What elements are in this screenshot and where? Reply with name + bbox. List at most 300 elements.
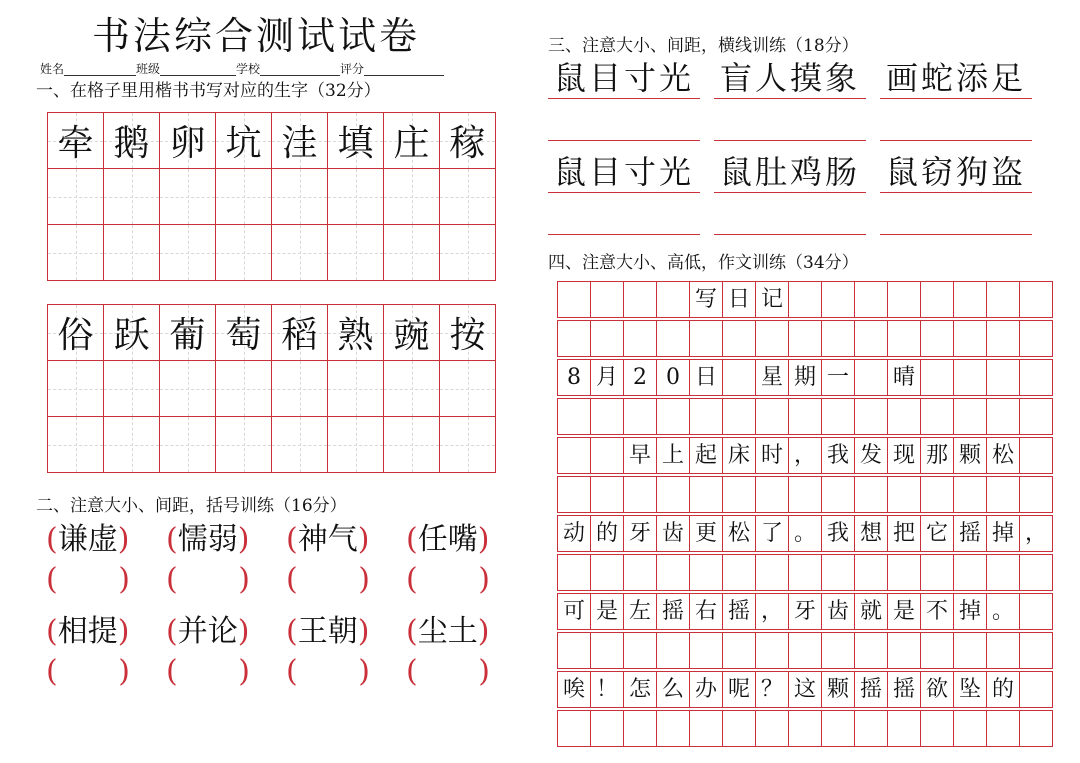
composition-cell[interactable] [789,555,822,591]
composition-cell[interactable] [723,321,756,357]
composition-cell[interactable] [855,555,888,591]
composition-cell[interactable] [888,633,921,669]
grid-cell[interactable] [160,169,216,225]
composition-cell[interactable] [756,321,789,357]
composition-cell[interactable] [987,399,1020,435]
composition-cell[interactable]: 怎 [624,672,657,708]
composition-cell[interactable] [558,399,591,435]
bracket-practice [46,522,506,689]
composition-cell[interactable] [624,282,657,318]
right-paren: ) [118,654,130,689]
grid-cell[interactable] [160,113,216,169]
grid-cell[interactable] [160,225,216,281]
grid-cell[interactable] [216,417,272,473]
composition-cell[interactable] [888,555,921,591]
blank-bracket[interactable] [46,654,130,689]
composition-cell[interactable] [690,711,723,747]
composition-cell[interactable] [921,633,954,669]
composition-cell[interactable] [591,711,624,747]
composition-cell[interactable] [1020,438,1053,474]
composition-cell[interactable] [690,321,723,357]
composition-cell[interactable] [987,321,1020,357]
composition-cell[interactable]: 是 [591,594,624,630]
composition-cell[interactable]: 2 [624,360,657,396]
composition-cell[interactable] [888,321,921,357]
grid-cell[interactable] [104,169,160,225]
composition-cell[interactable] [690,633,723,669]
model-character: 庄 [393,123,430,164]
composition-cell[interactable] [624,399,657,435]
practice-line[interactable] [880,234,1032,235]
blank-bracket[interactable] [406,562,490,597]
composition-cell[interactable] [921,321,954,357]
composition-cell[interactable]: 我 [822,516,855,552]
idiom-model: 画蛇添足 [886,59,1027,97]
model-character: 稼 [449,123,486,164]
composition-cell[interactable]: 呢 [723,672,756,708]
composition-cell[interactable] [690,399,723,435]
composition-cell[interactable] [723,711,756,747]
right-paren: ) [238,654,250,689]
grid-cell[interactable] [328,305,384,361]
composition-cell[interactable]: 日 [690,360,723,396]
composition-cell[interactable] [657,633,690,669]
word-text: 懦弱 [177,522,238,557]
composition-cell[interactable]: 发 [855,438,888,474]
grid-cell[interactable] [104,305,160,361]
composition-cell[interactable] [624,711,657,747]
composition-cell[interactable] [723,633,756,669]
composition-cell[interactable] [921,477,954,513]
composition-cell[interactable]: 记 [756,282,789,318]
grid-cell[interactable] [440,417,496,473]
composition-cell[interactable]: 齿 [657,516,690,552]
composition-cell[interactable] [921,399,954,435]
composition-cell[interactable] [591,477,624,513]
composition-cell[interactable] [855,399,888,435]
composition-cell[interactable] [591,321,624,357]
idiom-model: 鼠窃狗盗 [886,153,1027,191]
composition-cell[interactable] [657,555,690,591]
grid-cell[interactable] [384,169,440,225]
composition-cell[interactable] [624,633,657,669]
grid-cell[interactable] [48,225,104,281]
grid-cell[interactable] [104,361,160,417]
composition-cell[interactable] [888,711,921,747]
baseline [548,192,700,193]
composition-cell[interactable]: 的 [987,672,1020,708]
composition-cell[interactable]: 它 [921,516,954,552]
composition-cell[interactable]: 0 [657,360,690,396]
grid-cell[interactable] [48,361,104,417]
grid-cell[interactable] [216,169,272,225]
composition-cell[interactable]: 牙 [789,594,822,630]
composition-cell[interactable] [591,555,624,591]
right-paren: ) [358,562,370,597]
baseline [714,192,866,193]
baseline [880,98,1032,99]
composition-cell[interactable] [657,321,690,357]
composition-cell[interactable]: 唉 [558,672,591,708]
left-paren: ( [46,562,58,597]
composition-cell[interactable] [756,399,789,435]
blank-bracket[interactable] [166,562,250,597]
left-paren: ( [286,614,298,649]
composition-cell[interactable]: ？ [756,672,789,708]
composition-cell[interactable] [888,399,921,435]
blank-bracket[interactable] [286,654,370,689]
composition-cell[interactable] [789,321,822,357]
composition-cell[interactable] [624,477,657,513]
composition-cell[interactable] [1020,282,1053,318]
composition-cell[interactable]: 8 [558,360,591,396]
composition-cell[interactable] [855,633,888,669]
composition-cell[interactable]: 早 [624,438,657,474]
composition-cell[interactable] [954,360,987,396]
model-character: 稻 [281,315,318,356]
bracket-word [46,522,129,558]
right-paren: ) [477,522,490,557]
composition-cell[interactable] [888,477,921,513]
composition-cell[interactable] [822,321,855,357]
composition-cell[interactable] [1020,477,1053,513]
left-paren: ( [406,562,418,597]
composition-cell[interactable]: 右 [690,594,723,630]
composition-cell[interactable] [657,711,690,747]
composition-cell[interactable]: 更 [690,516,723,552]
score-blank[interactable] [364,75,444,76]
bracket-word [166,614,249,650]
composition-cell[interactable] [591,282,624,318]
right-paren: ) [477,614,490,649]
grid-cell[interactable] [160,417,216,473]
composition-cell[interactable] [921,360,954,396]
practice-line[interactable] [714,140,866,141]
composition-cell[interactable] [558,555,591,591]
blank-bracket[interactable] [406,654,490,689]
composition-cell[interactable] [756,711,789,747]
composition-cell[interactable] [558,321,591,357]
composition-cell[interactable]: 我 [822,438,855,474]
left-paren: ( [406,614,418,649]
left-paren: ( [406,654,418,689]
practice-line[interactable] [548,140,700,141]
composition-cell[interactable]: 颗 [822,672,855,708]
composition-cell[interactable] [723,399,756,435]
composition-cell[interactable] [723,555,756,591]
grid-cell[interactable] [328,113,384,169]
composition-cell[interactable] [690,555,723,591]
composition-cell[interactable] [1020,399,1053,435]
right-paren: ) [237,522,250,557]
grid-cell[interactable] [272,417,328,473]
grid-cell[interactable] [328,169,384,225]
composition-cell[interactable]: 这 [789,672,822,708]
grid-cell[interactable] [216,225,272,281]
practice-line[interactable] [880,140,1032,141]
composition-cell[interactable] [822,399,855,435]
class-blank[interactable] [160,75,236,76]
composition-cell[interactable] [657,477,690,513]
grid-cell[interactable] [440,305,496,361]
blank-bracket[interactable] [46,562,130,597]
composition-cell[interactable]: 了 [756,516,789,552]
composition-cell[interactable]: 左 [624,594,657,630]
composition-cell[interactable] [822,711,855,747]
composition-cell[interactable]: 松 [987,438,1020,474]
composition-cell[interactable] [789,399,822,435]
composition-cell[interactable] [954,399,987,435]
composition-cell[interactable] [789,282,822,318]
composition-cell[interactable]: 摇 [855,672,888,708]
grid-cell[interactable] [384,113,440,169]
composition-cell[interactable] [789,477,822,513]
model-character: 牵 [57,123,94,164]
grid-cell[interactable] [328,361,384,417]
grid-cell[interactable] [216,361,272,417]
model-character: 熟 [337,315,374,356]
composition-cell[interactable] [921,711,954,747]
grid-cell[interactable] [160,361,216,417]
word-text: 神气 [297,522,358,557]
composition-cell[interactable] [558,438,591,474]
composition-cell[interactable]: ， [756,594,789,630]
grid-cell[interactable] [48,417,104,473]
name-blank[interactable] [64,75,136,76]
composition-cell[interactable] [954,633,987,669]
left-paren: ( [286,522,298,557]
school-blank[interactable] [260,75,340,76]
composition-cell[interactable] [1020,321,1053,357]
composition-cell[interactable]: 床 [723,438,756,474]
composition-cell[interactable]: 摇 [954,516,987,552]
model-character: 鹅 [113,123,150,164]
composition-cell[interactable]: 松 [723,516,756,552]
left-paren: ( [46,522,58,557]
composition-cell[interactable]: 坠 [954,672,987,708]
grid-cell[interactable] [48,305,104,361]
composition-cell[interactable] [954,477,987,513]
model-character: 豌 [393,315,430,356]
composition-cell[interactable] [624,321,657,357]
composition-cell[interactable] [1020,594,1053,630]
composition-cell[interactable]: 动 [558,516,591,552]
composition-cell[interactable] [756,555,789,591]
composition-cell[interactable] [855,321,888,357]
composition-cell[interactable] [723,477,756,513]
composition-cell[interactable] [1020,672,1053,708]
grid-cell[interactable] [440,169,496,225]
composition-cell[interactable]: 欲 [921,672,954,708]
composition-cell[interactable]: 么 [657,672,690,708]
composition-cell[interactable] [591,399,624,435]
model-character: 洼 [281,123,318,164]
composition-cell[interactable]: 那 [921,438,954,474]
composition-cell[interactable]: 的 [591,516,624,552]
composition-cell[interactable] [657,399,690,435]
blank-bracket[interactable] [286,562,370,597]
composition-cell[interactable] [1020,360,1053,396]
composition-cell[interactable] [756,477,789,513]
word-text: 尘土 [417,614,478,649]
composition-cell[interactable] [756,633,789,669]
composition-cell[interactable] [954,555,987,591]
composition-cell[interactable] [855,282,888,318]
grid-cell[interactable] [328,225,384,281]
left-paren: ( [46,614,58,649]
composition-cell[interactable] [987,711,1020,747]
composition-cell[interactable]: 。 [987,594,1020,630]
right-paren: ) [358,654,370,689]
composition-cell[interactable]: 掉 [954,594,987,630]
composition-cell[interactable]: 把 [888,516,921,552]
composition-cell[interactable] [624,555,657,591]
composition-cell[interactable] [558,282,591,318]
section4-heading: 四、注意大小、高低，作文训练（34分） [548,253,859,273]
right-paren: ) [118,562,130,597]
composition-cell[interactable] [987,282,1020,318]
composition-cell[interactable]: 想 [855,516,888,552]
composition-cell[interactable] [558,477,591,513]
composition-cell[interactable]: 可 [558,594,591,630]
grid-cell[interactable] [328,417,384,473]
composition-cell[interactable]: 颗 [954,438,987,474]
composition-cell[interactable] [822,633,855,669]
grid-cell[interactable] [272,169,328,225]
composition-cell[interactable]: 。 [789,516,822,552]
name-label: 姓名 [40,62,65,76]
grid-cell[interactable] [272,113,328,169]
word-text: 相提 [57,614,118,649]
idiom-model: 鼠肚鸡肠 [720,153,861,191]
grid-cell[interactable] [216,113,272,169]
composition-cell[interactable] [954,711,987,747]
composition-cell[interactable]: 不 [921,594,954,630]
practice-line[interactable] [548,234,700,235]
grid-cell[interactable] [440,113,496,169]
composition-cell[interactable] [987,477,1020,513]
grid-cell[interactable] [384,361,440,417]
model-character: 卵 [169,123,206,164]
composition-cell[interactable] [987,633,1020,669]
composition-cell[interactable]: 时 [756,438,789,474]
composition-cell[interactable] [591,438,624,474]
composition-cell[interactable] [591,633,624,669]
composition-cell[interactable]: 一 [822,360,855,396]
word-text: 并论 [177,614,238,649]
grid-cell[interactable] [272,361,328,417]
composition-cell[interactable] [1020,633,1053,669]
composition-cell[interactable] [954,321,987,357]
composition-cell[interactable] [657,282,690,318]
composition-cell[interactable]: 写 [690,282,723,318]
baseline [548,98,700,99]
section1-grid-a [47,112,496,281]
school-label: 学校 [236,62,261,76]
composition-cell[interactable] [558,711,591,747]
right-paren: ) [117,522,130,557]
student-info-line [40,62,444,76]
grid-cell[interactable] [384,305,440,361]
composition-cell[interactable]: 上 [657,438,690,474]
composition-cell[interactable] [921,555,954,591]
composition-cell[interactable]: ， [789,438,822,474]
blank-bracket[interactable] [166,654,250,689]
composition-cell[interactable]: 晴 [888,360,921,396]
composition-cell[interactable]: 起 [690,438,723,474]
right-paren: ) [117,614,130,649]
grid-cell[interactable] [104,225,160,281]
composition-cell[interactable] [987,555,1020,591]
composition-cell[interactable]: 是 [888,594,921,630]
composition-cell[interactable] [987,360,1020,396]
composition-cell[interactable]: 掉 [987,516,1020,552]
practice-line[interactable] [714,234,866,235]
grid-cell[interactable] [48,169,104,225]
composition-cell[interactable] [855,711,888,747]
grid-cell[interactable] [104,417,160,473]
composition-cell[interactable] [1020,555,1053,591]
composition-cell[interactable] [822,555,855,591]
grid-cell[interactable] [384,417,440,473]
grid-cell[interactable] [48,113,104,169]
composition-cell[interactable] [855,360,888,396]
composition-cell[interactable] [558,633,591,669]
grid-cell[interactable] [440,225,496,281]
model-character: 萄 [225,315,262,356]
grid-cell[interactable] [104,113,160,169]
composition-cell[interactable]: 月 [591,360,624,396]
composition-cell[interactable] [888,282,921,318]
composition-cell[interactable]: ， [1020,516,1053,552]
section1-grid-b [47,304,496,473]
section1-heading: 一、在格子里用楷书书写对应的生字（32分） [36,81,381,101]
composition-cell[interactable]: 日 [723,282,756,318]
right-paren: ) [478,562,490,597]
composition-cell[interactable]: 就 [855,594,888,630]
composition-cell[interactable] [822,477,855,513]
composition-cell[interactable] [1020,711,1053,747]
composition-cell[interactable] [789,633,822,669]
composition-cell[interactable]: 星 [756,360,789,396]
model-character: 坑 [225,123,262,164]
grid-cell[interactable] [272,305,328,361]
model-character: 填 [337,123,374,164]
composition-cell[interactable]: 办 [690,672,723,708]
composition-cell[interactable]: 齿 [822,594,855,630]
composition-cell[interactable]: 摇 [657,594,690,630]
grid-cell[interactable] [272,225,328,281]
composition-cell[interactable] [690,477,723,513]
composition-cell[interactable]: 摇 [723,594,756,630]
composition-cell[interactable] [954,282,987,318]
composition-cell[interactable]: 摇 [888,672,921,708]
left-paren: ( [46,654,58,689]
grid-cell[interactable] [160,305,216,361]
grid-cell[interactable] [440,361,496,417]
composition-cell[interactable]: 牙 [624,516,657,552]
grid-cell[interactable] [216,305,272,361]
composition-cell[interactable]: 期 [789,360,822,396]
composition-cell[interactable] [822,282,855,318]
composition-cell[interactable]: ！ [591,672,624,708]
grid-cell[interactable] [384,225,440,281]
composition-cell[interactable] [789,711,822,747]
composition-cell[interactable] [723,360,756,396]
composition-cell[interactable]: 现 [888,438,921,474]
composition-cell[interactable] [855,477,888,513]
composition-cell[interactable] [921,282,954,318]
